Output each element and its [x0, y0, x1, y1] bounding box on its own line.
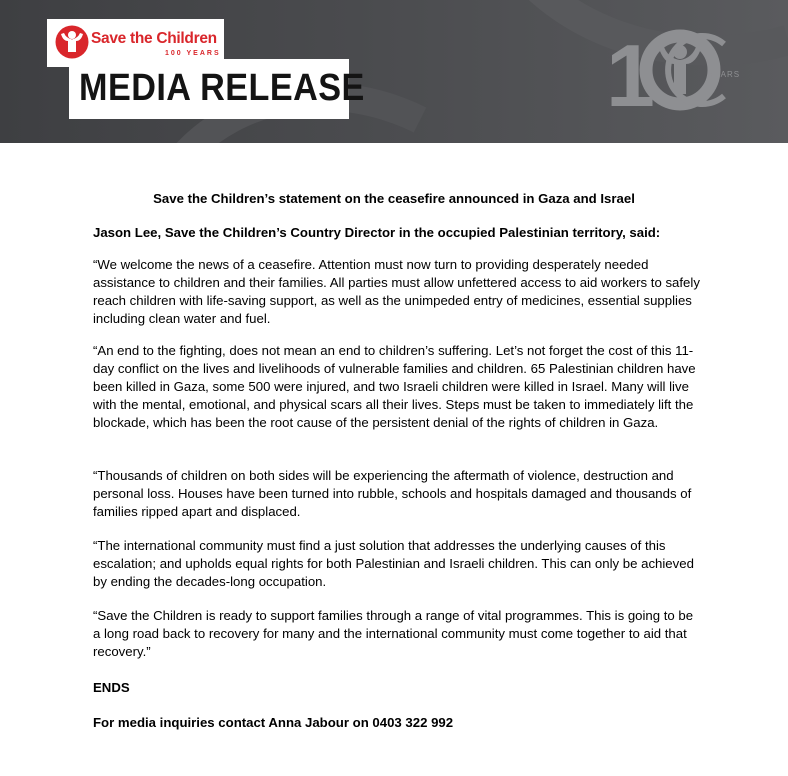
attribution: Jason Lee, Save the Children’s Country Director in the occupied Palestinian territory, said:	[93, 225, 661, 240]
paragraph-2: “An end to the fighting, does not mean an end to children’s suffering. Let’s not forget the cost of this 11-day conflict on the lives and livelihoods of vulnerable families and children. 65 Palestinian children have been killed in Gaza, some 500 were injured, and two Israeli children were killed in Israel. Many will live with the mental, emotional, and physical scars all their lives. Steps must be taken to immediately lift the blockade, which has been the root cause of the persistent denial of the rights of children in Gaza.	[93, 343, 696, 430]
paragraph-3: “Thousands of children on both sides will be experiencing the aftermath of violence, destruction and personal loss. Houses have been turned into rubble, schools and hospitals damaged and thousands of families ripped apart and displaced.	[93, 468, 692, 519]
paragraph-4: “The international community must find a just solution that addresses the underlying causes of this escalation; and upholds equal rights for both Palestinian and Israeli children. This can only be achieved by ending the decades-long occupation.	[93, 538, 694, 589]
media-contact: For media inquiries contact Anna Jabour on 0403 322 992	[93, 715, 454, 730]
release-title: Save the Children’s statement on the ceasefire announced in Gaza and Israel	[153, 191, 635, 206]
brand-tagline: 100 YEARS	[165, 50, 221, 57]
ends-marker: ENDS	[93, 680, 130, 695]
centenary-badge	[606, 22, 756, 118]
paragraph-1: “We welcome the news of a ceasefire. Attention must now turn to providing desperately needed assistance to children and their families. All parties must allow unfettered access to aid workers to safely reach children with life-saving support, as well as the unimpeded entry of medicines, essential supplies including clean water and fuel.	[93, 257, 700, 326]
media-release-label	[69, 59, 365, 119]
header-banner	[0, 0, 788, 143]
child-logo-icon	[55, 25, 89, 59]
svg-text:1: 1	[606, 26, 655, 118]
brand-name: Save the Children	[91, 30, 217, 47]
paragraph-5: “Save the Children is ready to support families through a range of vital programmes. This is going to be a long road back to recovery for many and the international community must come together to aid that recovery.”	[93, 608, 694, 659]
badge-years-text: YEARS	[708, 70, 741, 79]
media-release-text: MEDIA RELEASE	[79, 67, 365, 109]
